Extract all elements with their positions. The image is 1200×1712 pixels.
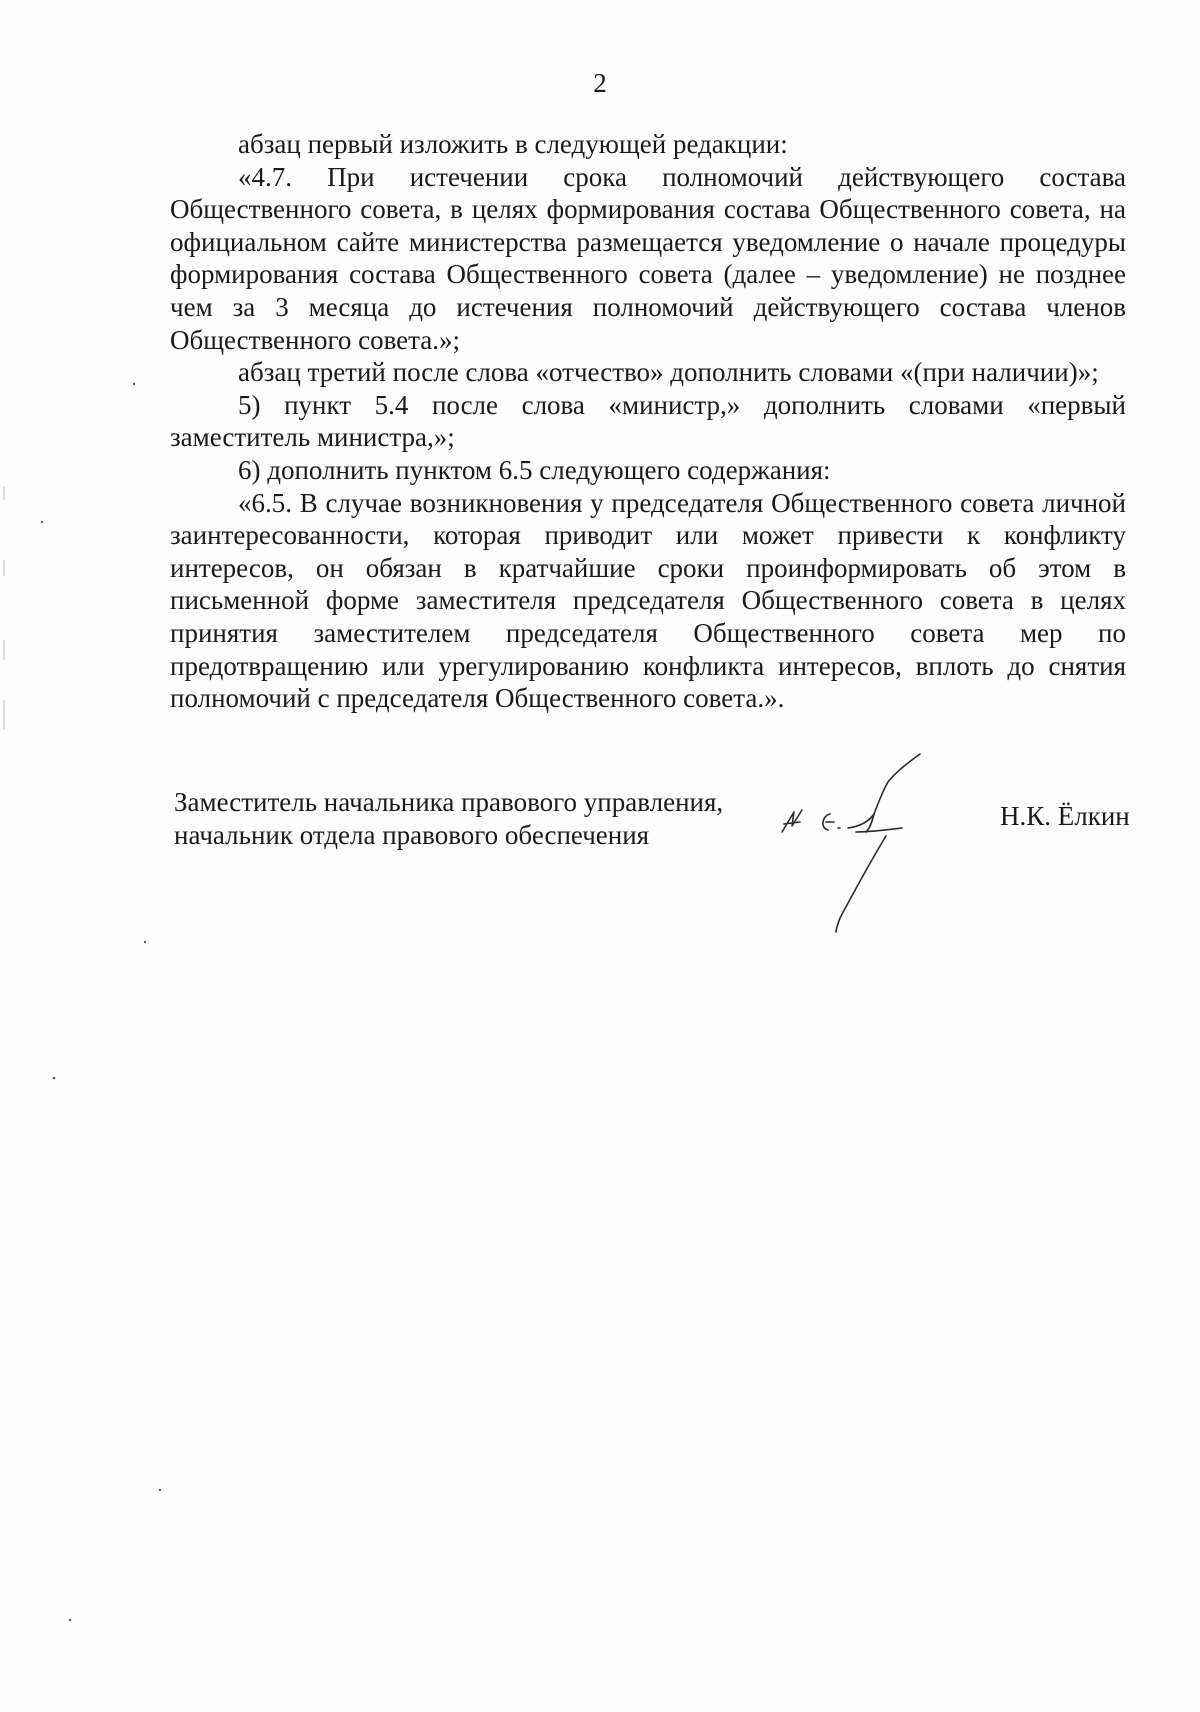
- paragraph-amend-third: абзац третий после слова «отчество» дополнить словами «(при наличии)»;: [238, 357, 1099, 388]
- paragraph-amend-first: абзац первый изложить в следующей редакции:: [238, 129, 788, 159]
- signatory-position: [174, 786, 774, 852]
- paragraph-item-6: 6) дополнить пунктом 6.5 следующего содержания:: [238, 454, 831, 485]
- handwritten-signature: [770, 752, 980, 952]
- paragraph-item-5: 5) пункт 5.4 после слова «министр,» дополнить словами «первый заместитель министра,»;: [170, 389, 1126, 453]
- document-body: [170, 128, 1126, 715]
- signatory-position-line-2: начальник отдела правового обеспечения: [174, 820, 650, 850]
- signatory-name: Н.К. Ёлкин: [1000, 801, 1130, 831]
- signatory-position-line-1: Заместитель начальника правового управления,: [174, 787, 724, 817]
- paragraph-clause-4-7: «4.7. При истечении срока полномочий действующего состава Общественного совета, в целях формирования состава Общественного совета, на официальном сайте министерства размещается уведомление о начале процедуры формирования состава Общественного совета (далее – уведомление) не позднее чем за 3 месяца до истечения полномочий действующего состава членов Общественного совета.»;: [170, 161, 1126, 355]
- paragraph-clause-6-5: «6.5. В случае возникновения у председателя Общественного совета личной заинтересованности, которая приводит или может привести к конфликту интересов, он обязан в кратчайшие сроки проинформировать об этом в письменной форме заместителя председателя Общественного совета в целях принятия заместителем председателя Общественного совета мер по предотвращению или урегулированию конфликта интересов, вплоть до снятия полномочий с председателя Общественного совета.».: [170, 487, 1126, 714]
- page-number: 2: [593, 68, 607, 98]
